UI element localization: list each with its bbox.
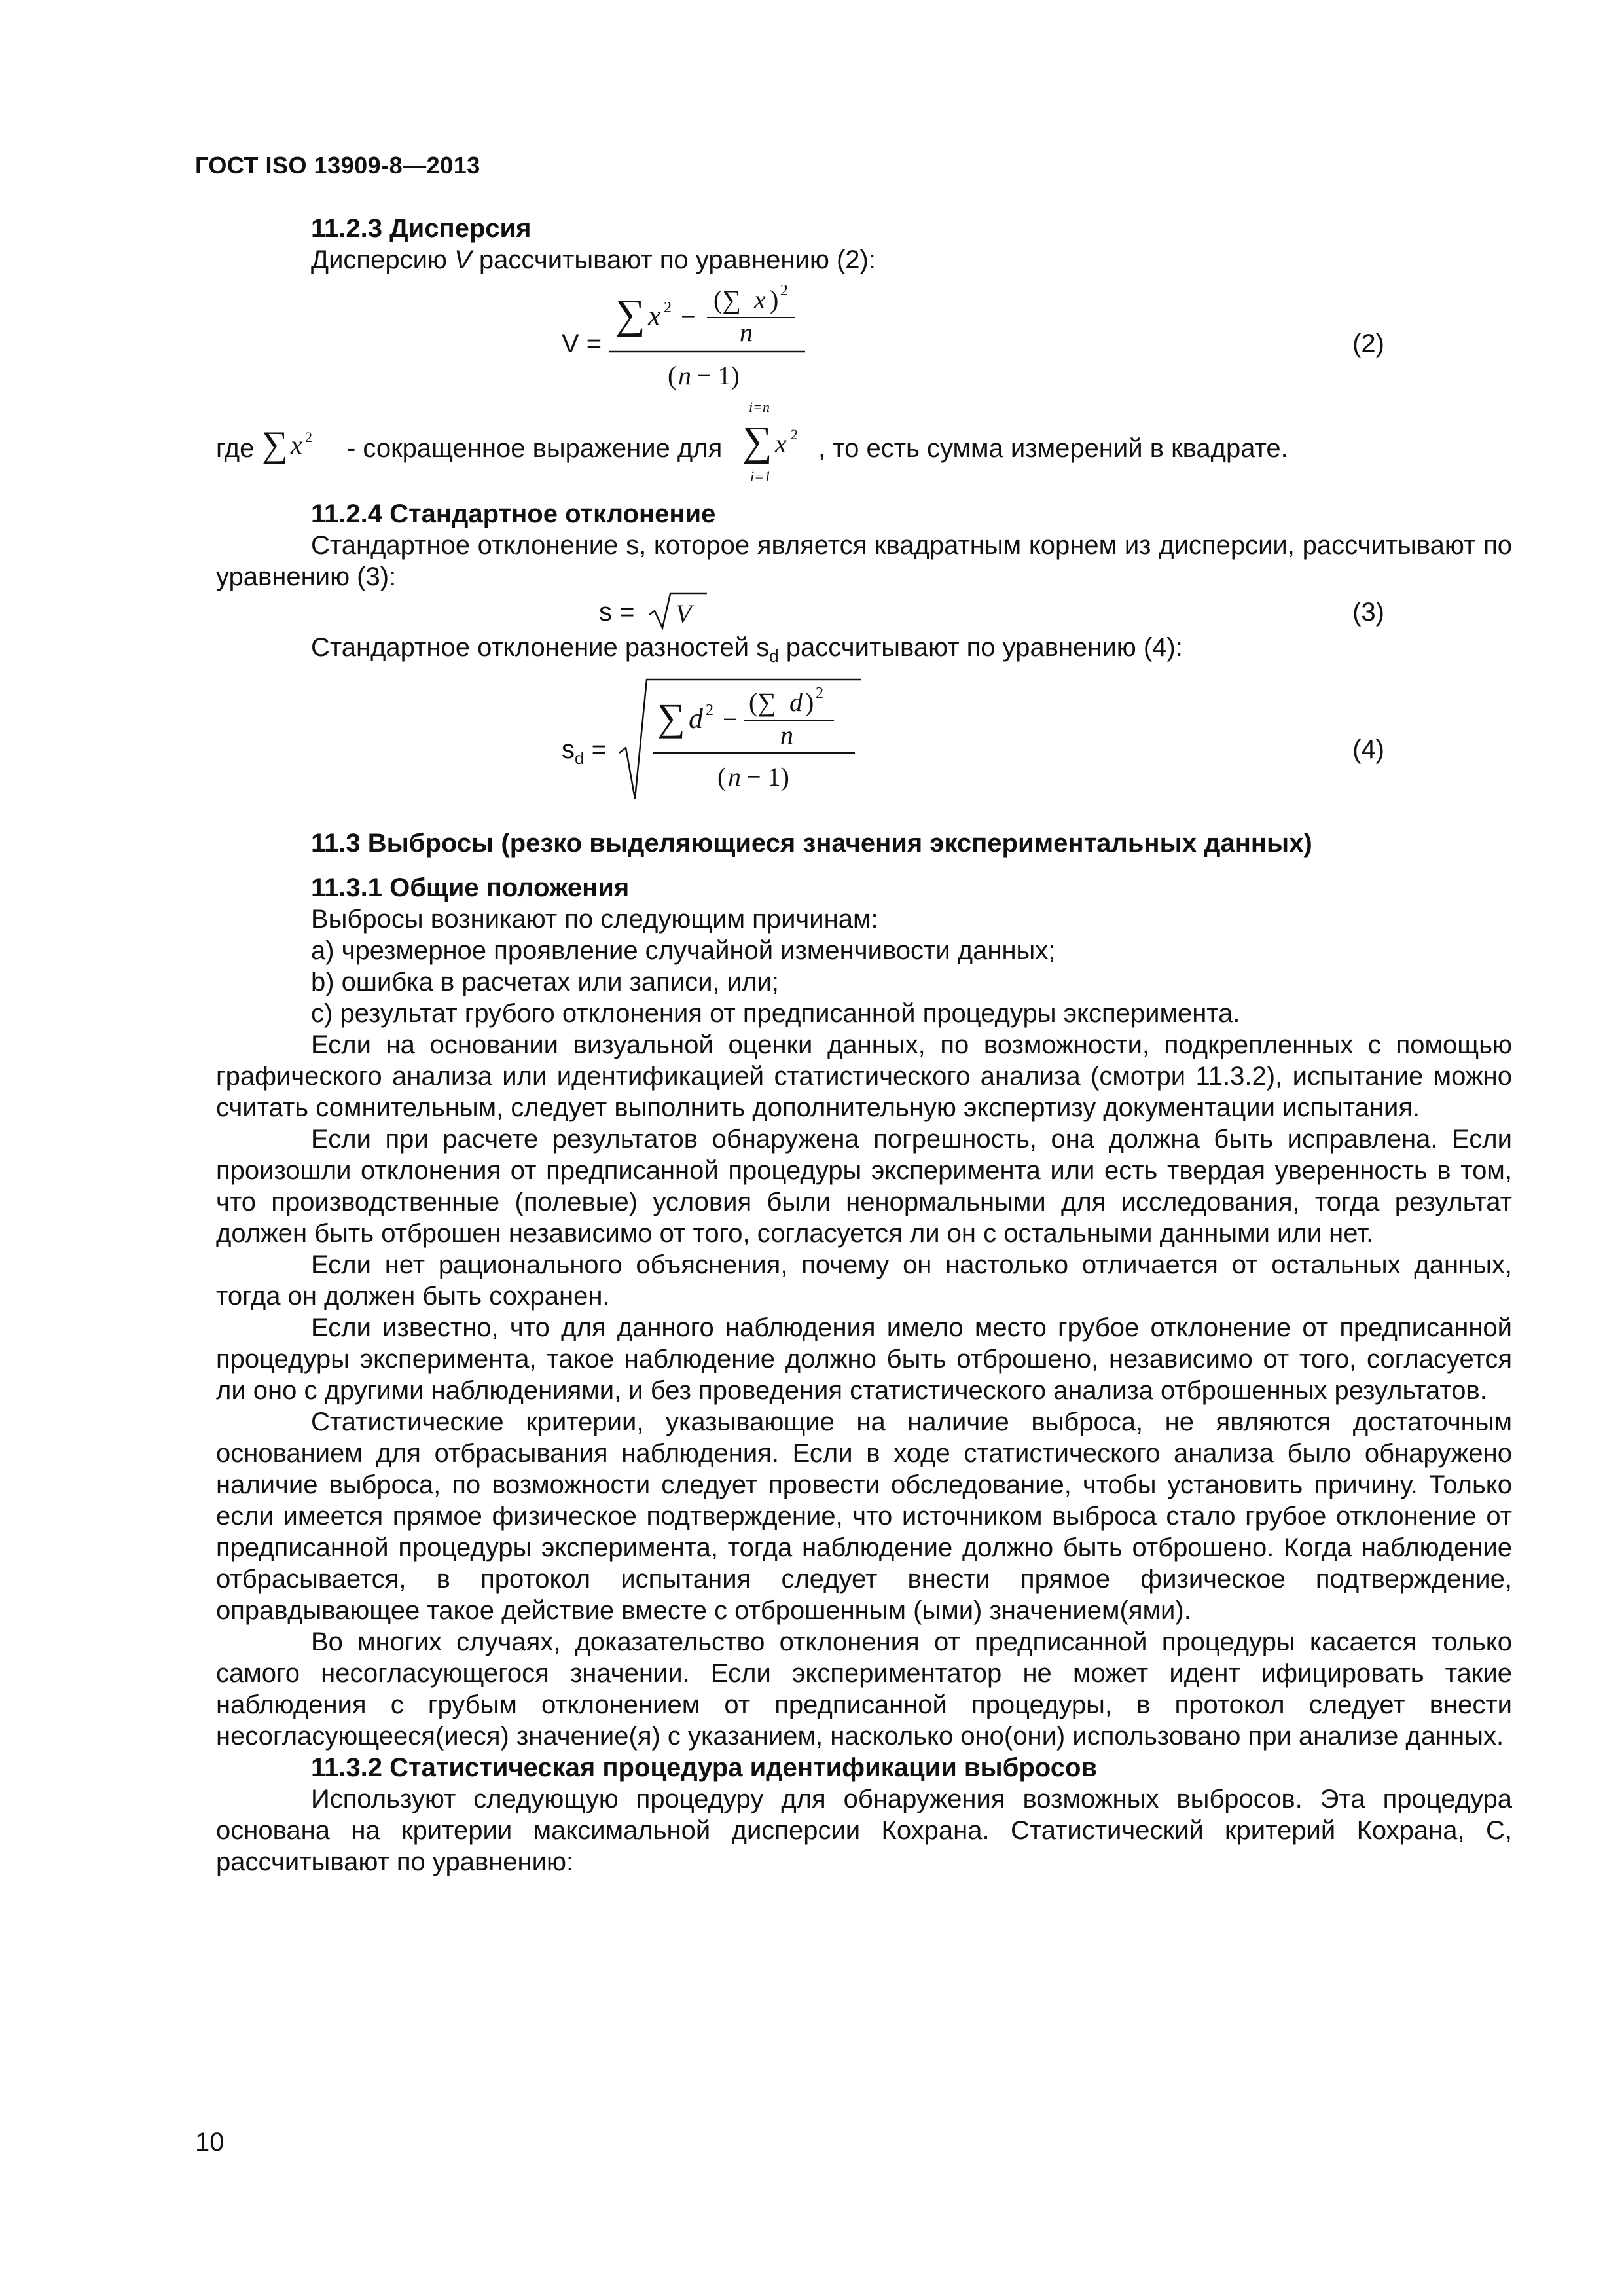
where-middle-text: - сокращенное выражение для — [347, 434, 723, 463]
section-heading-11-3-2: 11.3.2 Статистическая процедура идентификации выбросов — [311, 1753, 1097, 1782]
page-number: 10 — [195, 2128, 225, 2157]
svg-text:x: x — [754, 285, 766, 314]
section-heading-11-2-3: 11.2.3 Дисперсия — [311, 214, 532, 243]
svg-text:(∑: (∑ — [749, 687, 776, 717]
formula-4-expression — [618, 674, 867, 805]
svg-text:2: 2 — [706, 702, 713, 719]
outliers-intro: Выбросы возникают по следующим причинам: — [311, 905, 878, 934]
stddev-diff-intro: Стандартное отклонение разностей $s_d$ рассчитывают по уравнению (4): — [311, 633, 1183, 666]
svg-text:− 1): − 1) — [696, 361, 740, 390]
body-paragraph: Если на основании визуальной оценки данных, по возможности, подкрепленных с помощью графического анализа или идентификацией статистического анализа (смотри 11.3.2), испытание можно считать сомнительным, следует выполнить дополнительную экспертизу документации испытания. — [216, 1030, 1512, 1122]
svg-text:2: 2 — [780, 282, 788, 299]
where-clause — [216, 400, 1512, 498]
formula-4-number: (4) — [1352, 735, 1384, 764]
sum-x-squared-short — [262, 413, 347, 465]
section-heading-11-3-1: 11.3.1 Общие положения — [311, 873, 630, 902]
formula-2 — [216, 276, 1512, 400]
svg-text:(: ( — [668, 361, 677, 390]
where-label: где — [216, 434, 255, 463]
where-end-text: , то есть сумма измерений в квадрате. — [818, 434, 1288, 463]
formula-3 — [216, 592, 1512, 632]
svg-text:(: ( — [717, 762, 727, 792]
svg-text:i=n: i=n — [749, 399, 770, 415]
formula-3-lhs: s = — [599, 598, 635, 627]
formula-2-lhs: V = — [562, 329, 602, 358]
svg-text:∑: ∑ — [742, 418, 772, 464]
svg-text:2: 2 — [816, 685, 823, 702]
svg-text:n: n — [740, 318, 753, 347]
svg-text:−: − — [723, 704, 738, 734]
svg-text:x: x — [775, 429, 787, 458]
svg-text:): ) — [770, 285, 779, 314]
document-body — [216, 213, 1512, 1878]
body-paragraph: Используют следующую процедуру для обнаружения возможных выбросов. Эта процедура основана на критерии максимальной дисперсии Кохрана. Статистический критерий Кохрана, C, рассчитывают по уравнению: — [216, 1785, 1512, 1876]
body-paragraph: Если нет рационального объяснения, почему он настолько отличается от остальных данных, тогда он должен быть сохранен. — [216, 1250, 1512, 1311]
body-paragraph: Во многих случаях, доказательство отклонения от предписанной процедуры касается только самого несогласующегося значении. Если экспериментатор не может идент ифицировать такие наблюдения с грубым отклонением от предписанной процедуры, в протокол следует внести несогласующееся(иеся) значение(я) с указанием, насколько оно(они) использовано при анализе данных. — [216, 1628, 1512, 1751]
svg-text:n: n — [780, 720, 793, 750]
svg-text:(∑: (∑ — [713, 285, 741, 314]
stddev-paragraph: Стандартное отклонение s, которое является квадратным корнем из дисперсии, рассчитывают по уравнению (3): — [216, 531, 1512, 591]
svg-text:x: x — [291, 430, 302, 460]
svg-text:n: n — [678, 361, 691, 390]
document-header: ГОСТ ISO 13909-8—2013 — [195, 152, 480, 179]
svg-text:− 1): − 1) — [746, 762, 789, 792]
formula-2-number: (2) — [1352, 329, 1384, 358]
body-paragraph: Если известно, что для данного наблюдения имело место грубое отклонение от предписанной процедуры эксперимента, такое наблюдение должно быть отброшено, независимо от того, согласуется ли оно с другими наблюдениями, и без проведения статистического анализа отброшенных результатов. — [216, 1313, 1512, 1405]
svg-text:∑: ∑ — [262, 424, 288, 465]
svg-text:∑: ∑ — [657, 696, 685, 739]
svg-text:∑: ∑ — [615, 291, 645, 337]
svg-text:2: 2 — [791, 426, 798, 443]
svg-text:2: 2 — [305, 429, 312, 445]
section-heading-11-3: 11.3 Выбросы (резко выделяющиеся значения экспериментальных данных) — [311, 829, 1312, 858]
svg-text:x: x — [648, 300, 661, 332]
list-item: b) ошибка в расчетах или записи, или; — [311, 968, 779, 996]
svg-text:d: d — [689, 702, 703, 735]
list-item: a) чрезмерное проявление случайной изменчивости данных; — [311, 936, 1056, 965]
formula-2-expression — [609, 276, 1067, 400]
body-paragraph: Статистические критерии, указывающие на наличие выброса, не являются достаточным основанием для отбрасывания наблюдения. Если в ходе статистического анализа было обнаружено наличие выброса, по возможности следует провести обследование, чтобы установить причину. Только если имеется прямое физическое подтверждение, что источником выброса стало грубое отклонение от предписанной процедуры эксперимента, тогда наблюдение должно быть отброшено. Когда наблюдение отбрасывается, в протокол испытания следует внести прямое физическое подтверждение, оправдывающее такое действие вместе с отброшенным (ыми) значением(ями). — [216, 1408, 1512, 1625]
variance-intro: Дисперсию V рассчитывают по уравнению (2): — [311, 246, 876, 274]
section-heading-11-2-4: 11.2.4 Стандартное отклонение — [311, 500, 716, 528]
list-item: c) результат грубого отклонения от предписанной процедуры эксперимента. — [311, 999, 1240, 1028]
svg-text:V: V — [676, 599, 692, 629]
svg-text:i=1: i=1 — [750, 468, 771, 484]
svg-text:n: n — [728, 762, 741, 792]
body-paragraph: Если при расчете результатов обнаружена погрешность, она должна быть исправлена. Если произошли отклонения от предписанной процедуры эксперимента или есть твердая уверенность в том, что производственные (полевые) условия были ненормальными для исследования, тогда результат должен быть отброшен независимо от того, согласуется ли он с остальными данными или нет. — [216, 1125, 1512, 1248]
formula-4-lhs: $s_d$ = — [562, 735, 607, 768]
formula-4 — [216, 672, 1512, 803]
svg-text:): ) — [805, 687, 814, 717]
sum-x-squared-full — [740, 395, 818, 493]
svg-text:2: 2 — [664, 299, 672, 316]
formula-3-expression — [648, 590, 720, 632]
svg-text:d: d — [789, 687, 803, 717]
formula-3-number: (3) — [1352, 598, 1384, 627]
svg-text:−: − — [681, 302, 696, 331]
